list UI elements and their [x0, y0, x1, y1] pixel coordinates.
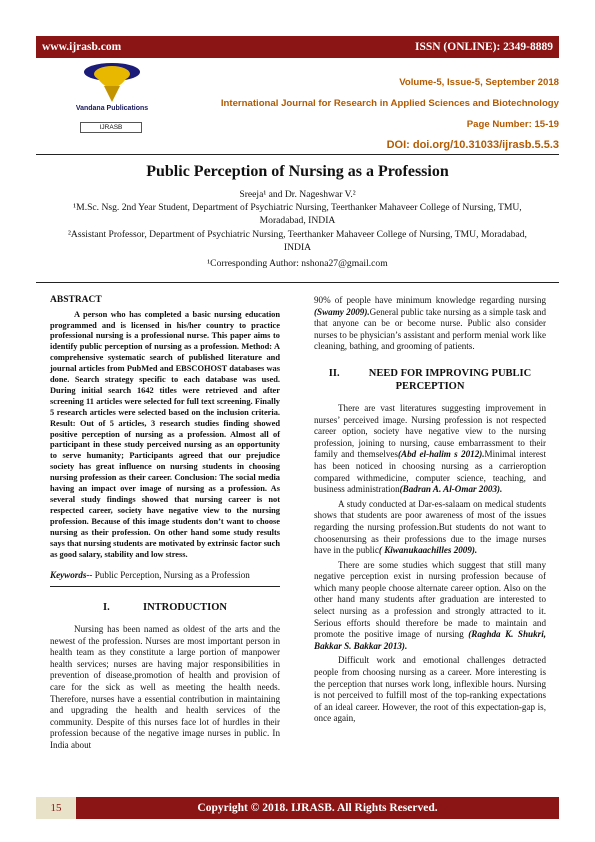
intro-paragraph: Nursing has been named as oldest of the arts and the newest of the profession. Nurses are most important person in health team as they constitute a large portion of manpower health services; nurses are having major responsibilities in prevention of disease,promotion of health and provision of care for the sick as well as meeting the health needs. Therefore, nurses have a essential contribution in maintaining and upgrading the health and health services of the community. Despite of this nurses face lot of hurdles in their profession because of the negative image nurses in public. In India about: [50, 624, 280, 750]
affiliation-1: ¹M.Sc. Nsg. 2nd Year Student, Department of Psychiatric Nursing, Teerthanker Mahaveer College of Nursing, TMU, Moradabad, INDIA: [73, 202, 522, 227]
paper-title: Public Perception of Nursing as a Profession: [146, 163, 449, 180]
citation: (Abd el-halim s 2012).: [397, 449, 485, 460]
paragraph: There are some studies which suggest that still many negative perception exist in nursing profession because of which many people choose alternate career option. Also on the other hand many students after graduation are interested to select nursing as a profession and strongly attracted to it. Serious efforts should therefore be made to maintain and promote the positive image of nursing (Raghda K. Shukri, Bakkar S. Bakkar 2013).: [314, 559, 546, 651]
section-heading-introduction: [50, 601, 280, 614]
footer-bar: [36, 797, 559, 819]
journal-acronym: IJRASB: [80, 122, 142, 133]
doi-line: [221, 135, 559, 156]
section-heading-need: [314, 367, 546, 393]
section-number: II.: [328, 367, 340, 379]
publisher-logo: [62, 60, 192, 140]
volume-issue: Volume-5, Issue-5, September 2018: [399, 77, 559, 88]
citation: (Raghda K. Shukri, Bakkar S. Bakkar 2013).: [314, 629, 546, 651]
section-title: NEED FOR IMPROVING PUBLIC PERCEPTION: [368, 367, 532, 392]
affiliation-2: ²Assistant Professor, Department of Psychiatric Nursing, Teerthanker Mahaveer College of Nursing, TMU, Moradabad, INDIA: [68, 228, 527, 253]
continued-paragraph: 90% of people have minimum knowledge regarding nursing (Swamy 2009).General public take nursing as a simple task and that anyone can be or become nurse. Public also consider nurses to be physician’s assistant and perform menial work like cleaning, bathing, and grooming of patients.: [314, 295, 547, 352]
citation: (Swamy 2009).: [314, 306, 370, 317]
paragraph: Difficult work and emotional challenges detracted people from choosing nursing as a career. More interesting is the perception that nurses work long, inflexible hours. Nursing is not perceived to fulfill most of the top-ranking expectations of an ideal career. However, the root of this expectation-gap is, once again,: [314, 655, 546, 724]
paragraph: There are vast literatures suggesting improvement in nurses’ perceived image. Nursing profession is not respected career option, society have negative view to the nursing profession, joining to nursing, cause embarrassment to their family and themselves(Abd el-halim s 2012).Minimal interest has been noticed in choosing nursing as a carrieroption compared withmedicine, computer science, teaching, and business administration(Badran A. Al-Omar 2003).: [314, 402, 546, 495]
title-divider: [36, 282, 559, 283]
paragraph: A study conducted at Dar-es-salaam on medical students shows that students are poor awareness of most of the issues regarding the nursing profession.But students do not want to choosenursing as their professions due to the image nurses have in the public( Kiwanukaachilles 2009).: [314, 498, 546, 556]
copyright-text: Copyright © 2018. IJRASB. All Rights Reserved.: [197, 802, 438, 814]
journal-url-link[interactable]: www.ijrasb.com: [42, 41, 122, 53]
keywords-sep: --: [86, 570, 95, 581]
authors-block: [60, 188, 535, 254]
section-title: INTRODUCTION: [142, 602, 227, 614]
citation: (Badran A. Al-Omar 2003).: [399, 484, 503, 495]
abstract-heading: ABSTRACT: [50, 295, 102, 305]
keywords-line: [50, 570, 280, 582]
journal-name: International Journal for Research in Applied Sciences and Biotechnology: [220, 98, 559, 109]
page-number: Page Number: 15-19: [466, 119, 559, 130]
doi-label: DOI:: [386, 139, 410, 151]
right-column: [314, 295, 546, 728]
journal-info: [221, 72, 559, 156]
logo-emblem-icon: [82, 60, 142, 104]
publisher-name: Vandana Publications: [75, 105, 149, 112]
header-divider: [36, 154, 559, 155]
keywords-divider: [50, 586, 280, 587]
citation: ( Kiwanukaachilles 2009).: [378, 545, 478, 556]
keywords-label: Keywords: [50, 570, 87, 581]
abstract-text: A person who has completed a basic nursing education programmed and is licensed in his/her country to practice professional nursing is a professional nurse. This paper aims to identify public perception of nursing as a profession. Method: A comprehensive systematic search of published literature and journal articles from PubMed and EBSCOHOST databases was done. Search strategy specific to each database was used. During initial search 1642 titles were retrieved and after screening 11 articles were selected for full text screening. Finally 5 research articles were selected based on the inclusion criteria. Result: Out of 5 articles, 3 research studies finding showed positive perception of nursing as a profession. Almost all of participant in these study perceived nursing as an opportunity to serve humanity; Participants agreed that our prejudice society has great influence on nursing students in choosing nursing profession as their career. Conclusion: The social media having an impact over image of nursing as a profession. As several study findings showed that nursing career is not respected career, society have negative view to the nursing profession. Because of this image students don’t want to choose nursing as their profession. On other hand some study results says that nursing students are motivated by extrinsic factor such as good salary, stability and low stress.: [50, 309, 280, 559]
section-number: I.: [102, 602, 110, 614]
left-column: [50, 295, 280, 755]
issn-text: ISSN (ONLINE): 2349-8889: [414, 41, 553, 53]
doi-link[interactable]: doi.org/10.31033/ijrasb.5.5.3: [412, 139, 559, 151]
keywords-text: Public Perception, Nursing as a Profession: [94, 570, 250, 581]
page-number-box: 15: [36, 797, 76, 819]
corresponding-author: ¹Corresponding Author: nshona27@gmail.com: [207, 258, 388, 269]
header-bar: [36, 36, 559, 58]
authors: Sreeja¹ and Dr. Nageshwar V.²: [239, 189, 356, 200]
